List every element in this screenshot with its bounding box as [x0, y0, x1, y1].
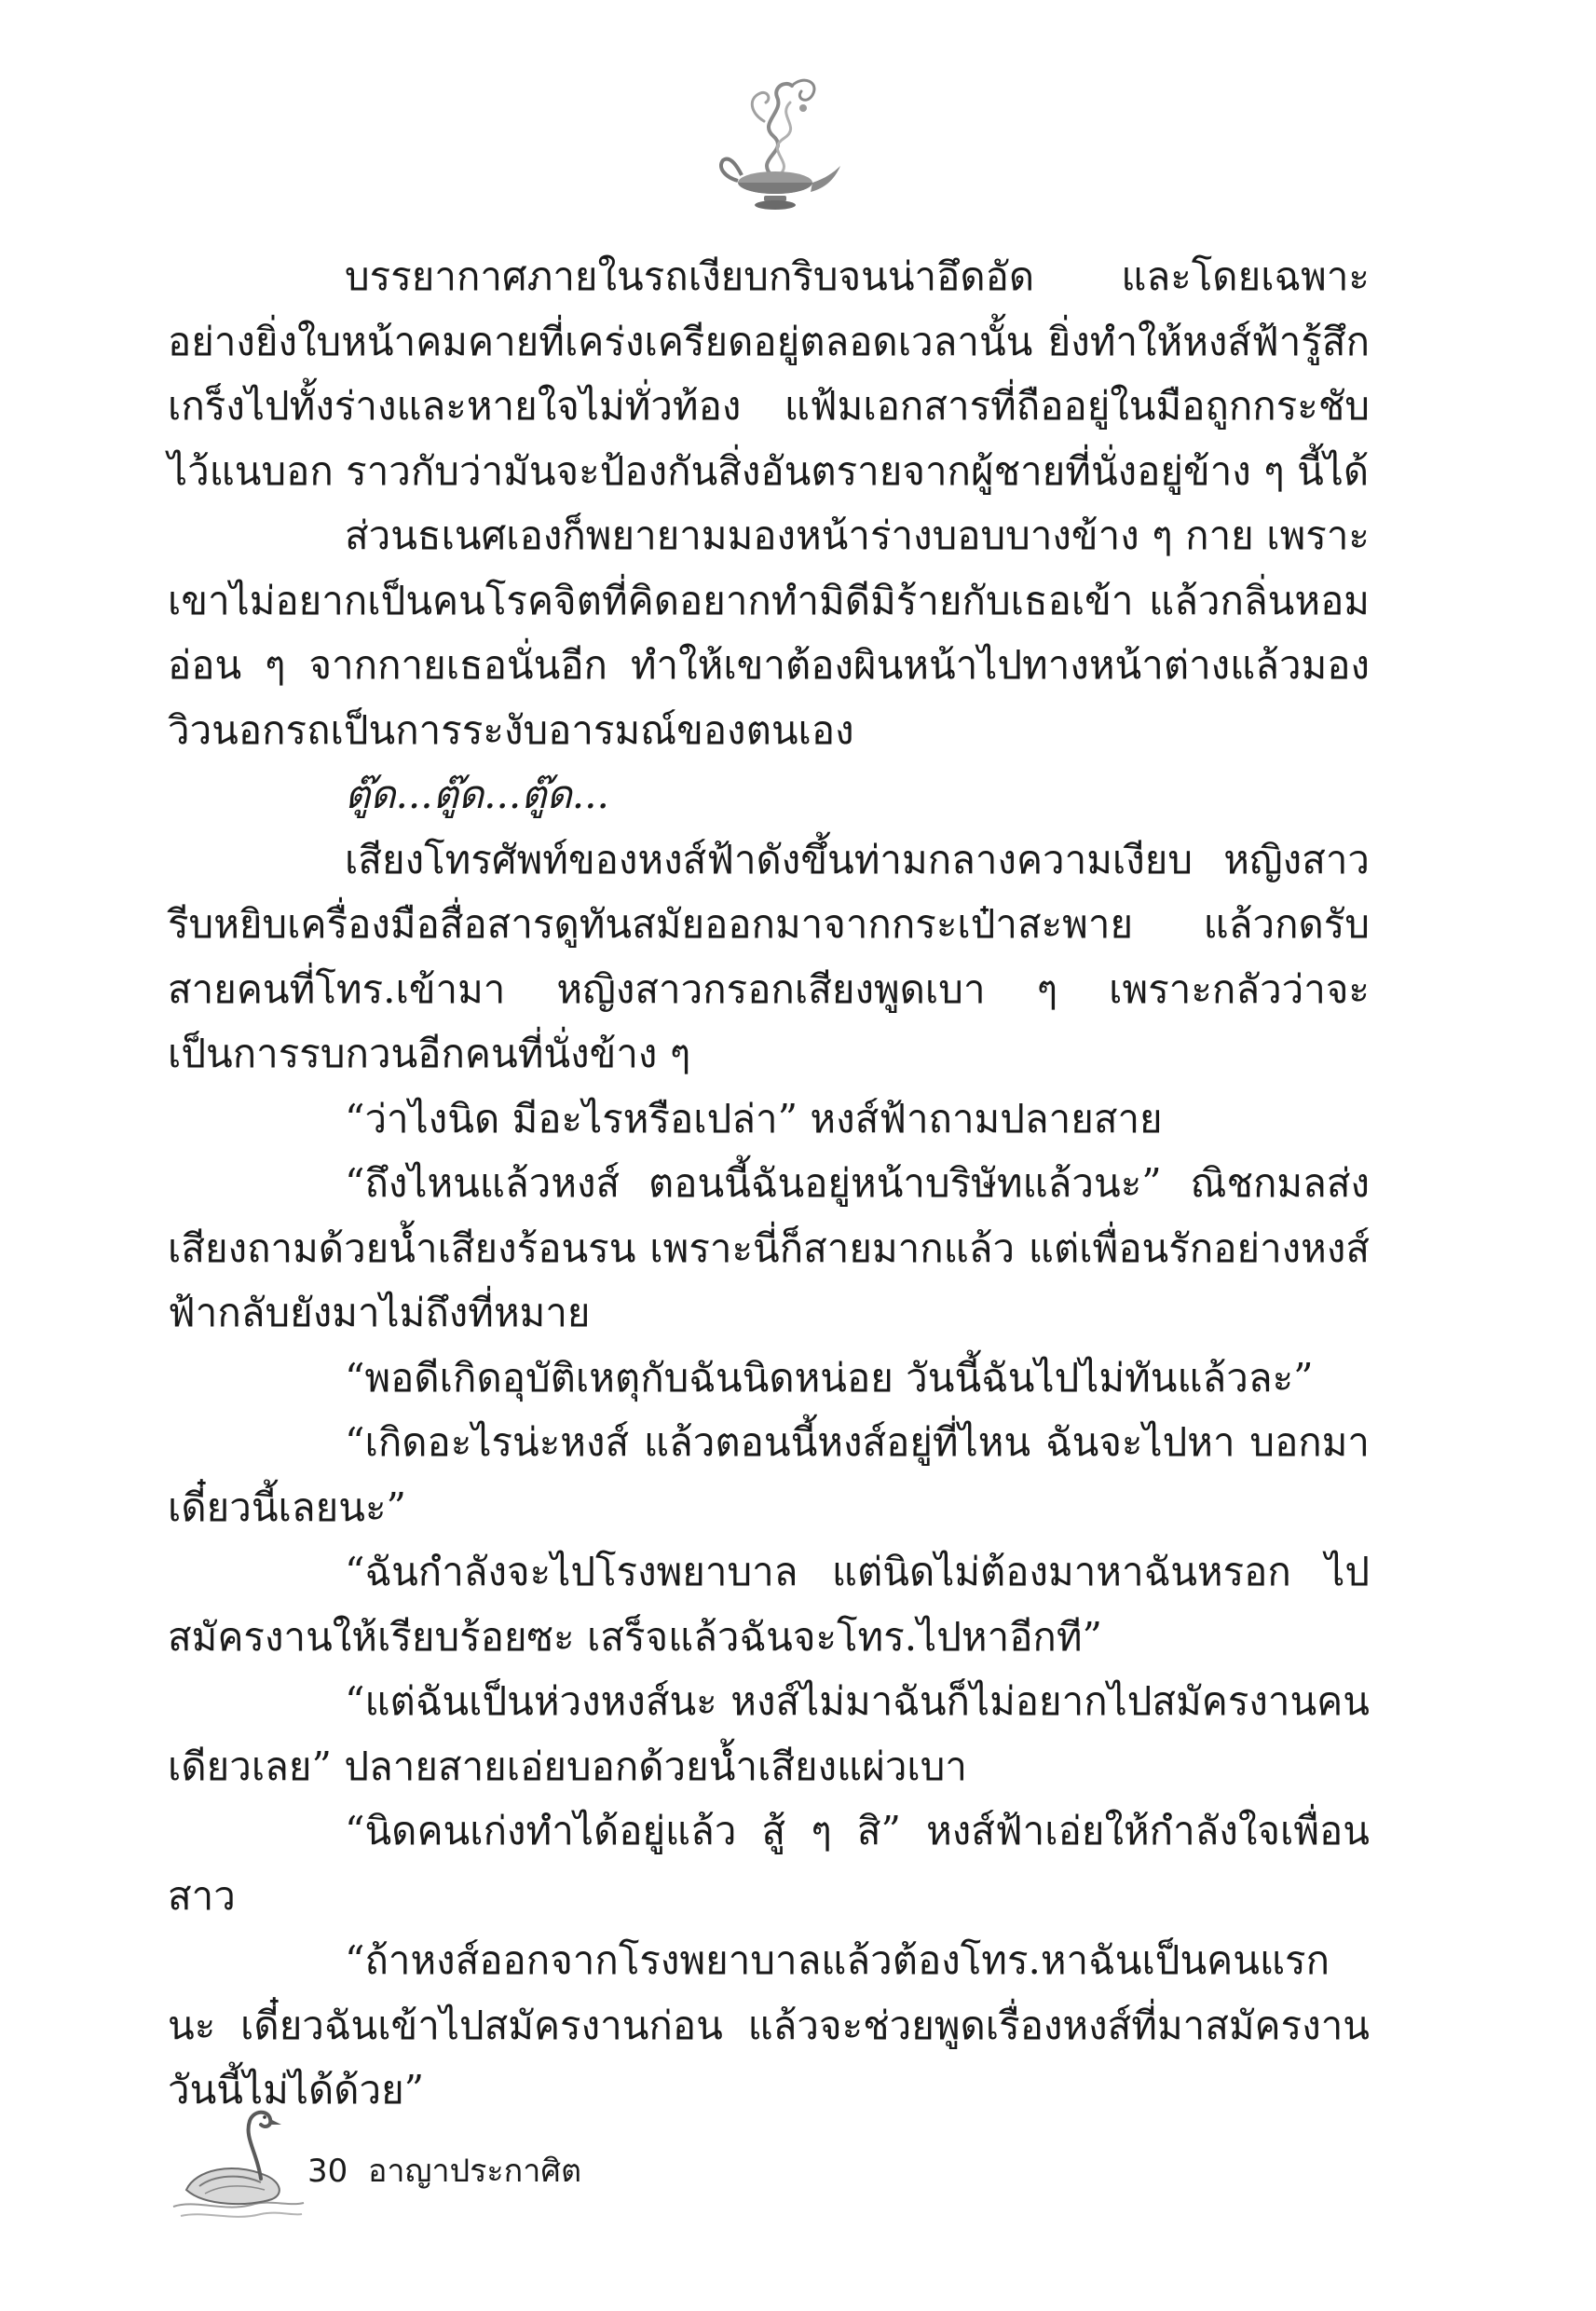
paragraph-dialogue: “ถ้าหงส์ออกจากโรงพยาบาลแล้วต้องโทร.หาฉันเป็นคนแรกนะ เดี๋ยวฉันเข้าไปสมัครงานก่อน แล้วจะช่วยพูดเรื่องหงส์ที่มาสมัครงานวันนี้ไม่ได้ด้วย” — [168, 1937, 1370, 2113]
body-text — [168, 244, 1370, 2123]
page-footer — [168, 2097, 727, 2236]
paragraph-dialogue: “พอดีเกิดอุบัติเหตุกับฉันนิดหน่อย วันนี้ฉันไปไม่ทันแล้วละ” — [345, 1354, 1314, 1401]
paragraph: บรรยากาศภายในรถเงียบกริบจนน่าอึดอัด และโดยเฉพาะอย่างยิ่งใบหน้าคมคายที่เคร่งเครียดอยู่ตลอดเวลานั้น ยิ่งทำให้หงส์ฟ้ารู้สึกเกร็งไปทั้งร่างและหายใจไม่ทั่วท้อง แฟ้มเอกสารที่ถืออยู่ในมือถูกกระชับไว้แนบอก ราวกับว่ามันจะป้องกันสิ่งอันตรายจากผู้ชายที่นั่งอยู่ข้าง ๆ นี้ได้ — [168, 253, 1370, 494]
paragraph-dialogue: “นิดคนเก่งทำได้อยู่แล้ว สู้ ๆ สิ” หงส์ฟ้าเอ่ยให้กำลังใจเพื่อนสาว — [168, 1808, 1370, 1919]
paragraph-sound-effect: ตู๊ด...ตู๊ด...ตู๊ด... — [345, 772, 609, 817]
magic-lamp-icon — [699, 65, 848, 214]
book-title: อาญาประกาศิต — [368, 2153, 582, 2190]
paragraph-dialogue: “ว่าไงนิด มีอะไรหรือเปล่า” หงส์ฟ้าถามปลายสาย — [345, 1095, 1163, 1142]
paragraph-dialogue: “ถึงไหนแล้วหงส์ ตอนนี้ฉันอยู่หน้าบริษัทแล้วนะ” ณิชกมลส่งเสียงถามด้วยน้ำเสียงร้อนรน เพราะนี่ก็สายมากแล้ว แต่เพื่อนรักอย่างหงส์ฟ้ากลับยังมาไม่ถึงที่หมาย — [168, 1160, 1370, 1335]
paragraph-dialogue: “แต่ฉันเป็นห่วงหงส์นะ หงส์ไม่มาฉันก็ไม่อยากไปสมัครงานคนเดียวเลย” ปลายสายเอ่ยบอกด้วยน้ำเสียงแผ่วเบา — [168, 1678, 1370, 1789]
swan-icon — [168, 2097, 307, 2227]
paragraph: ส่วนธเนศเองก็พยายามมองหน้าร่างบอบบางข้าง ๆ กาย เพราะเขาไม่อยากเป็นคนโรคจิตที่คิดอยากทำมิดีมิร้ายกับเธอเข้า แล้วกลิ่นหอมอ่อน ๆ จากกายเธอนั่นอีก ทำให้เขาต้องผินหน้าไปทางหน้าต่างแล้วมองวิวนอกรถเป็นการระงับอารมณ์ของตนเอง — [168, 513, 1370, 753]
paragraph-dialogue: “เกิดอะไรน่ะหงส์ แล้วตอนนี้หงส์อยู่ที่ไหน ฉันจะไปหา บอกมาเดี๋ยวนี้เลยนะ” — [168, 1419, 1370, 1530]
paragraph: เสียงโทรศัพท์ของหงส์ฟ้าดังขึ้นท่ามกลางความเงียบ หญิงสาวรีบหยิบเครื่องมือสื่อสารดูทันสมัยออกมาจากกระเป๋าสะพาย แล้วกดรับสายคนที่โทร.เข้ามา หญิงสาวกรอกเสียงพูดเบา ๆ เพราะกลัวว่าจะเป็นการรบกวนอีกคนที่นั่งข้าง ๆ — [168, 836, 1370, 1076]
paragraph-dialogue: “ฉันกำลังจะไปโรงพยาบาล แต่นิดไม่ต้องมาหาฉันหรอก ไปสมัครงานให้เรียบร้อยซะ เสร็จแล้วฉันจะโทร.ไปหาอีกที” — [168, 1549, 1370, 1660]
page-number: 30 — [307, 2153, 348, 2190]
